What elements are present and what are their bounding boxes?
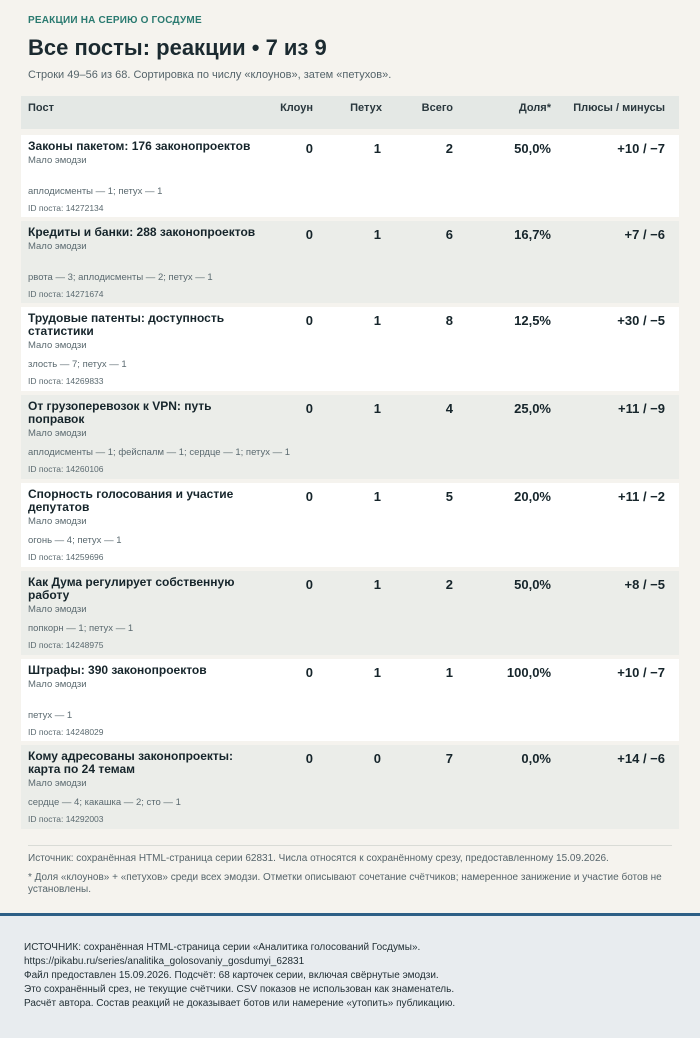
source-url[interactable]: https://pikabu.ru/series/analitika_golosovaniy_gosdumyi_62831: [24, 956, 305, 967]
post-meta: Мало эмодзи: [28, 516, 87, 527]
post-id: ID поста: 14259696: [28, 552, 104, 562]
share-value: 20,0%: [514, 489, 551, 504]
post-id: ID поста: 14269833: [28, 376, 104, 386]
total-count: 2: [445, 141, 453, 156]
post-id: ID поста: 14260106: [28, 464, 104, 474]
table-row: [21, 741, 679, 829]
post-id: ID поста: 14272134: [28, 203, 104, 213]
total-count: 1: [445, 665, 453, 680]
table-row: [21, 131, 679, 217]
rooster-count: 1: [373, 401, 381, 416]
post-meta: Мало эмодзи: [28, 778, 87, 789]
rooster-count: 1: [373, 665, 381, 680]
clown-count: 0: [305, 665, 313, 680]
source-panel: [0, 913, 700, 1038]
plus-minus-value: +30 / −5: [617, 313, 665, 328]
table-row: [21, 567, 679, 655]
post-meta: Мало эмодзи: [28, 604, 87, 615]
plus-minus-value: +7 / −6: [624, 227, 665, 242]
clown-count: 0: [305, 141, 313, 156]
column-header-clown: Клоун: [280, 102, 313, 114]
clown-count: 0: [305, 751, 313, 766]
post-meta: Мало эмодзи: [28, 241, 87, 252]
reactions-table: [21, 96, 679, 829]
post-reactions: аплодисменты — 1; фейспалм — 1; сердце — 1; петух — 1: [28, 447, 291, 458]
post-title[interactable]: Спорность голосования и участие депутатов: [28, 487, 234, 514]
table-row: [21, 217, 679, 303]
plus-minus-value: +10 / −7: [617, 665, 665, 680]
rooster-count: 0: [373, 751, 381, 766]
share-value: 50,0%: [514, 577, 551, 592]
post-meta: Мало эмодзи: [28, 155, 87, 166]
clown-count: 0: [305, 401, 313, 416]
share-value: 16,7%: [514, 227, 551, 242]
plus-minus-value: +11 / −9: [618, 401, 665, 416]
rooster-count: 1: [373, 313, 381, 328]
source-line: Файл предоставлен 15.09.2026. Подсчёт: 68 карточек серии, включая свёрнутые эмодзи.: [24, 970, 439, 981]
column-header-share: Доля*: [518, 102, 551, 114]
page-title: Все посты: реакции • 7 из 9: [28, 35, 327, 60]
source-line: Расчёт автора. Состав реакций не доказывает ботов или намерение «утопить» публикацию.: [24, 998, 456, 1009]
post-id: ID поста: 14292003: [28, 814, 104, 824]
clown-count: 0: [305, 313, 313, 328]
table-row: [21, 303, 679, 391]
post-reactions: попкорн — 1; петух — 1: [28, 623, 134, 634]
table-row: [21, 655, 679, 741]
rooster-count: 1: [373, 141, 381, 156]
source-line: ИСТОЧНИК: сохранённая HTML-страница серии «Аналитика голосований Госдумы».: [24, 942, 421, 953]
total-count: 8: [445, 313, 453, 328]
post-title[interactable]: От грузоперевозок к VPN: путь поправок: [28, 399, 212, 426]
clown-count: 0: [305, 489, 313, 504]
table-header: [21, 96, 679, 129]
subtitle: Строки 49–56 из 68. Сортировка по числу «клоунов», затем «петухов».: [28, 69, 392, 81]
post-meta: Мало эмодзи: [28, 428, 87, 439]
total-count: 4: [445, 401, 453, 416]
post-id: ID поста: 14248029: [28, 727, 104, 737]
total-count: 2: [445, 577, 453, 592]
share-value: 25,0%: [514, 401, 551, 416]
footnote: * Доля «клоунов» + «петухов» среди всех эмодзи. Отметки описывают сочетание счётчиков; намеренное занижение и участие ботов не установлены.: [28, 872, 662, 895]
post-id: ID поста: 14271674: [28, 289, 104, 299]
share-value: 12,5%: [514, 313, 551, 328]
post-title[interactable]: Как Дума регулирует собственную работу: [28, 575, 235, 602]
share-value: 0,0%: [521, 751, 551, 766]
rooster-count: 1: [373, 577, 381, 592]
plus-minus-value: +11 / −2: [618, 489, 665, 504]
plus-minus-value: +14 / −6: [617, 751, 665, 766]
rooster-count: 1: [373, 227, 381, 242]
share-value: 50,0%: [514, 141, 551, 156]
clown-count: 0: [305, 577, 313, 592]
column-header-rooster: Петух: [350, 102, 382, 114]
kicker: РЕАКЦИИ НА СЕРИЮ О ГОСДУМЕ: [28, 15, 202, 26]
rooster-count: 1: [373, 489, 381, 504]
post-title[interactable]: Законы пакетом: 176 законопроектов: [28, 139, 251, 153]
post-reactions: аплодисменты — 1; петух — 1: [28, 186, 163, 197]
table-row: [21, 391, 679, 479]
column-header-plus-minus: Плюсы / минусы: [573, 102, 665, 114]
source-note: Источник: сохранённая HTML-страница серии 62831. Числа относятся к сохранённому срезу, предоставленному 15.09.2026.: [28, 853, 609, 864]
post-reactions: сердце — 4; какашка — 2; сто — 1: [28, 797, 181, 808]
total-count: 6: [445, 227, 453, 242]
post-title[interactable]: Кому адресованы законопроекты: карта по 24 темам: [28, 749, 234, 776]
share-value: 100,0%: [506, 665, 551, 680]
footer-divider: [28, 845, 672, 846]
column-header-total: Всего: [421, 102, 453, 114]
post-reactions: злость — 7; петух — 1: [28, 359, 127, 370]
table-row: [21, 479, 679, 567]
post-title[interactable]: Штрафы: 390 законопроектов: [28, 663, 207, 677]
source-line: Это сохранённый срез, не текущие счётчики. CSV показов не использован как знаменатель.: [24, 984, 455, 995]
post-id: ID поста: 14248975: [28, 640, 104, 650]
plus-minus-value: +8 / −5: [624, 577, 665, 592]
total-count: 5: [445, 489, 453, 504]
post-reactions: рвота — 3; аплодисменты — 2; петух — 1: [28, 272, 213, 283]
total-count: 7: [445, 751, 453, 766]
plus-minus-value: +10 / −7: [617, 141, 665, 156]
post-title[interactable]: Трудовые патенты: доступность статистики: [28, 311, 225, 338]
post-reactions: огонь — 4; петух — 1: [28, 535, 122, 546]
post-meta: Мало эмодзи: [28, 679, 87, 690]
clown-count: 0: [305, 227, 313, 242]
post-title[interactable]: Кредиты и банки: 288 законопроектов: [28, 225, 256, 239]
post-meta: Мало эмодзи: [28, 340, 87, 351]
column-header-post: Пост: [28, 102, 54, 114]
post-reactions: петух — 1: [28, 710, 73, 721]
